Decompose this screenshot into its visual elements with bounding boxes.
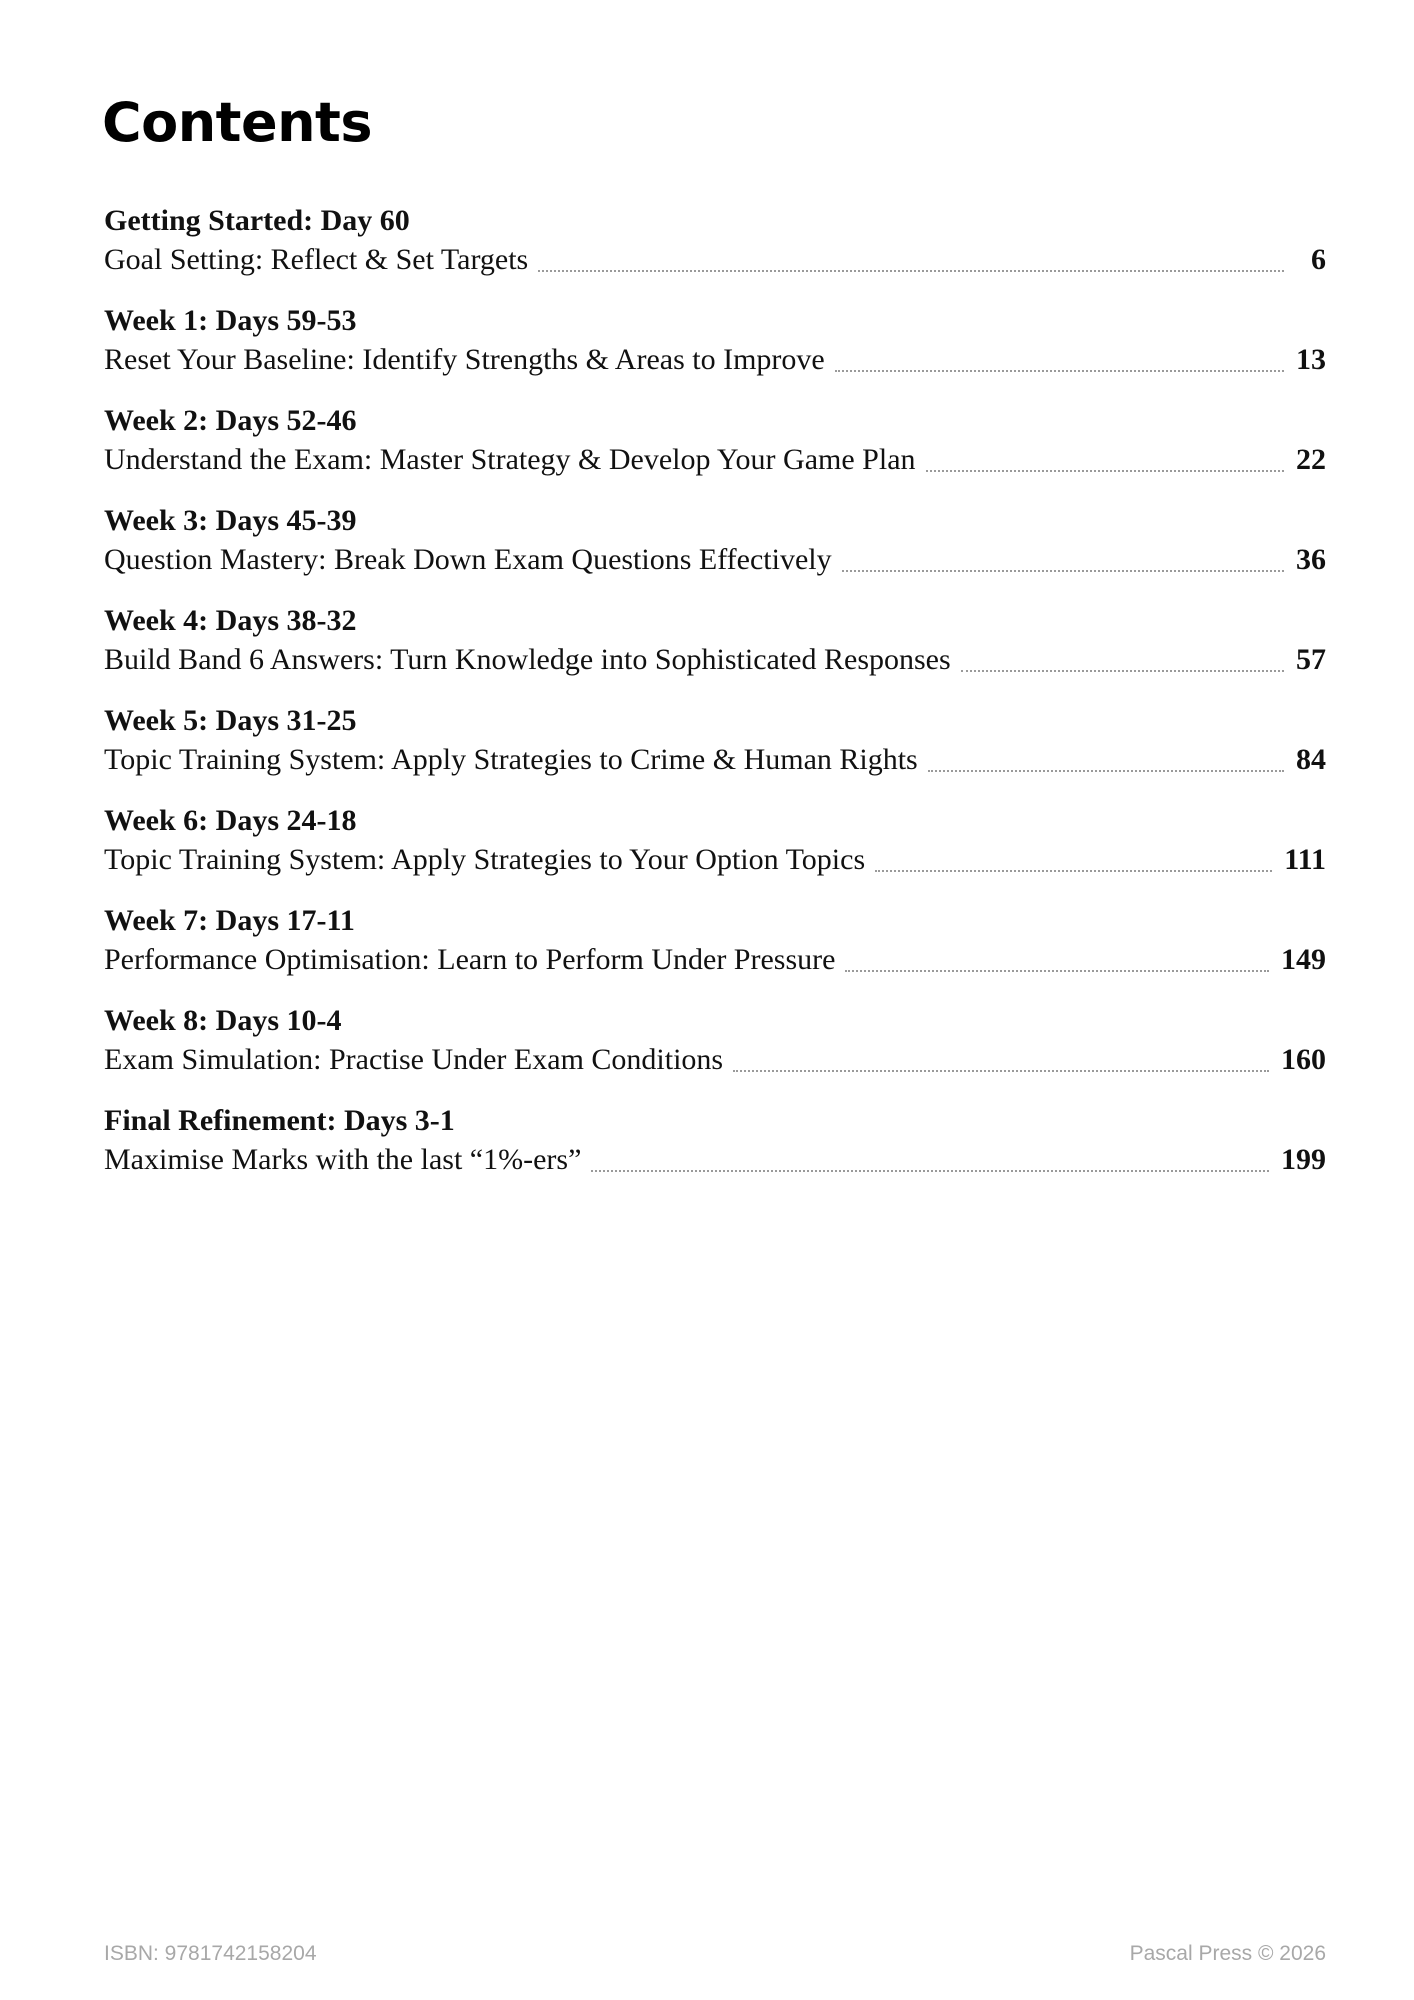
- page-title: Contents: [102, 91, 373, 154]
- toc-item-line: [104, 940, 1326, 980]
- dot-leader: [733, 1070, 1269, 1072]
- copyright-footer: Pascal Press © 2026: [1129, 1942, 1326, 1965]
- toc-item-line: [104, 840, 1326, 880]
- toc-entry: [104, 502, 1326, 602]
- toc-item-title: Topic Training System: Apply Strategies to Crime & Human Rights: [104, 743, 918, 776]
- dot-leader: [926, 470, 1284, 472]
- dot-leader: [591, 1170, 1269, 1172]
- toc-section-heading: Final Refinement: Days 3-1: [104, 1104, 455, 1137]
- toc-page-number: 22: [1296, 443, 1326, 476]
- toc-entry: [104, 602, 1326, 702]
- toc-entry: [104, 702, 1326, 802]
- dot-leader: [845, 970, 1269, 972]
- toc-item-line: [104, 240, 1326, 280]
- toc-section-heading: Week 3: Days 45-39: [104, 504, 357, 537]
- toc-page-number: 6: [1311, 243, 1326, 276]
- toc-section-heading: Week 8: Days 10-4: [104, 1004, 342, 1037]
- dot-leader: [961, 670, 1284, 672]
- toc-item-line: [104, 1040, 1326, 1080]
- toc-entry: [104, 302, 1326, 402]
- toc-section-heading: Week 4: Days 38-32: [104, 604, 357, 637]
- toc-item-line: [104, 340, 1326, 380]
- toc-page-number: 160: [1281, 1043, 1326, 1076]
- toc-item-title: Exam Simulation: Practise Under Exam Conditions: [104, 1043, 724, 1076]
- toc-section-heading: Week 6: Days 24-18: [104, 804, 357, 837]
- toc-item-line: [104, 440, 1326, 480]
- toc-item-title: Maximise Marks with the last “1%-ers”: [104, 1143, 582, 1176]
- dot-leader: [928, 770, 1284, 772]
- toc-entry: [104, 802, 1326, 902]
- toc-item-title: Goal Setting: Reflect & Set Targets: [104, 243, 529, 276]
- toc-item-line: [104, 740, 1326, 780]
- dot-leader: [538, 270, 1284, 272]
- toc-item-title: Topic Training System: Apply Strategies to Your Option Topics: [104, 843, 866, 876]
- toc-entry: [104, 1102, 1326, 1202]
- toc-section-heading: Week 7: Days 17-11: [104, 904, 355, 937]
- toc-section-heading: Week 1: Days 59-53: [104, 304, 357, 337]
- toc-section-heading: Getting Started: Day 60: [104, 204, 410, 237]
- toc-section-heading: Week 2: Days 52-46: [104, 404, 357, 437]
- toc-page-number: 36: [1296, 543, 1326, 576]
- isbn-footer: ISBN: 9781742158204: [104, 1942, 317, 1965]
- toc-item-title: Question Mastery: Break Down Exam Questions Effectively: [104, 543, 832, 576]
- toc-item-line: [104, 540, 1326, 580]
- dot-leader: [875, 870, 1272, 872]
- toc-section-heading: Week 5: Days 31-25: [104, 704, 357, 737]
- toc-item-title: Understand the Exam: Master Strategy & Develop Your Game Plan: [104, 443, 916, 476]
- toc-item-title: Reset Your Baseline: Identify Strengths & Areas to Improve: [104, 343, 825, 376]
- toc-item-title: Build Band 6 Answers: Turn Knowledge into Sophisticated Responses: [104, 643, 951, 676]
- table-of-contents: [104, 202, 1326, 1202]
- dot-leader: [842, 570, 1284, 572]
- toc-entry: [104, 1002, 1326, 1102]
- toc-page-number: 111: [1284, 843, 1326, 876]
- toc-page-number: 57: [1296, 643, 1326, 676]
- toc-item-title: Performance Optimisation: Learn to Perform Under Pressure: [104, 943, 836, 976]
- toc-page-number: 199: [1281, 1143, 1326, 1176]
- toc-entry: [104, 202, 1326, 302]
- toc-page-number: 149: [1281, 943, 1326, 976]
- toc-item-line: [104, 640, 1326, 680]
- dot-leader: [835, 370, 1284, 372]
- toc-entry: [104, 902, 1326, 1002]
- toc-page-number: 13: [1296, 343, 1326, 376]
- toc-page-number: 84: [1296, 743, 1326, 776]
- toc-entry: [104, 402, 1326, 502]
- toc-item-line: [104, 1140, 1326, 1180]
